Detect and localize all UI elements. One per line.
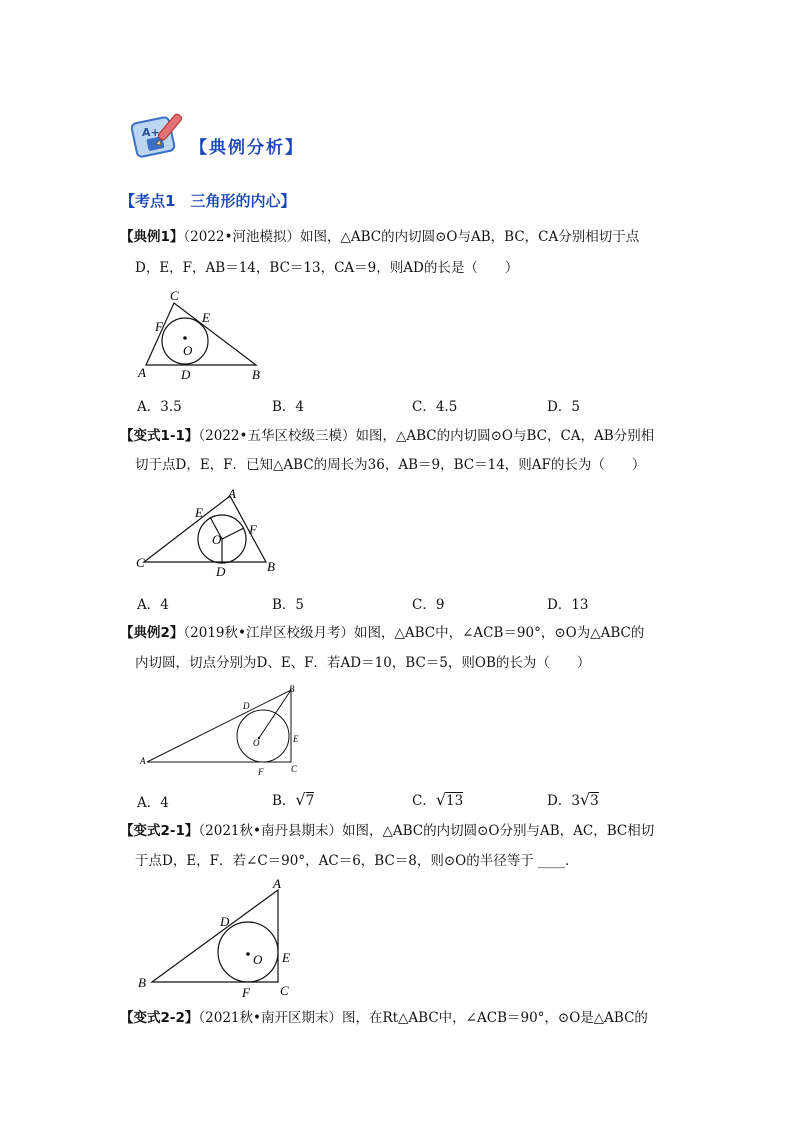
label-B: B: [138, 975, 146, 990]
label-C: C: [291, 764, 298, 774]
figure-4: [130, 876, 310, 1005]
option-d-label: D．3: [547, 793, 580, 809]
figure-1: [130, 285, 280, 389]
label-D: D: [181, 367, 191, 382]
problem-2-line2: 切于点D，E，F．已知△ABC的周长为36，AB＝9，BC＝14，则AF的长为（ ）: [135, 457, 646, 473]
option-c[interactable]: C．4.5: [412, 399, 458, 415]
label-D: D: [243, 701, 250, 711]
option-d[interactable]: [547, 789, 599, 809]
label-E: E: [195, 505, 203, 520]
option-a[interactable]: A．3.5: [137, 399, 182, 415]
option-c[interactable]: C．9: [412, 597, 445, 613]
radius-OF: [222, 528, 244, 539]
incircle: [237, 710, 289, 762]
problem-2: [120, 427, 654, 445]
problem-5: [120, 1009, 648, 1027]
label-D: D: [220, 914, 230, 929]
option-b[interactable]: B．5: [272, 597, 305, 613]
label-F: F: [242, 985, 250, 1000]
problem-tag: 【变式2-2】: [120, 1010, 199, 1026]
label-B: B: [267, 559, 275, 574]
problem-text: （2019秋•江岸区校级月考）如图，△ABC中，∠ACB＝90°，⊙O为△ABC的: [183, 625, 645, 641]
svg-text:A+: A+: [142, 126, 160, 139]
option-b[interactable]: [272, 789, 314, 809]
label-B: B: [252, 367, 260, 382]
label-B: B: [289, 684, 295, 694]
label-F: F: [155, 319, 163, 334]
option-a[interactable]: A．4: [137, 597, 169, 613]
problem-4: [120, 822, 654, 840]
problem-3: [120, 624, 644, 642]
radicand: 13: [446, 793, 464, 809]
sqrt-symbol: √: [295, 790, 306, 809]
problem-tag: 【变式2-1】: [120, 823, 199, 839]
triangle: [147, 690, 291, 762]
option-d[interactable]: D．13: [547, 597, 589, 613]
label-E: E: [282, 950, 290, 965]
option-a[interactable]: A．4: [137, 795, 169, 811]
label-O: O: [212, 532, 222, 547]
segment-OB: [259, 690, 291, 738]
label-E: E: [202, 310, 210, 325]
center-dot: [183, 336, 187, 340]
label-C: C: [170, 288, 179, 303]
label-O: O: [183, 343, 193, 358]
label-C: C: [280, 983, 289, 998]
problem-tag: 【典例1】: [120, 229, 184, 245]
center-dot: [246, 952, 250, 956]
radicand: 7: [305, 793, 315, 809]
problem-tag: 【变式1-1】: [120, 428, 199, 444]
report-card-icon: [130, 110, 190, 162]
label-D: D: [216, 564, 226, 579]
problem-4-line2: 于点D，E，F．若∠C＝90°，AC＝6，BC＝8，则⊙O的半径等于 ____．: [135, 853, 579, 869]
option-c-label: C．: [412, 793, 436, 809]
sqrt-symbol: √: [579, 790, 591, 809]
problem-text: （2021秋•南丹县期末）如图，△ABC的内切圆⊙O分别与AB，AC，BC相切: [198, 823, 655, 839]
section-title: 【考点1 三角形的内心】: [120, 192, 296, 210]
label-A: A: [228, 486, 236, 501]
problem-tag: 【典例2】: [120, 625, 184, 641]
label-F: F: [258, 767, 264, 777]
problem-text: （2022•五华区校级三模）如图，△ABC的内切圆⊙O与BC，CA，AB分别相: [198, 428, 655, 444]
problem-text: （2021秋•南开区期末）图，在Rt△ABC中，∠ACB＝90°，⊙O是△ABC的: [198, 1010, 648, 1026]
label-E: E: [293, 734, 299, 744]
label-A: A: [273, 876, 281, 891]
label-A: A: [140, 756, 146, 766]
problem-3-line2: 内切圆，切点分别为D、E、F．若AD＝10，BC＝5，则OB的长为（ ）: [135, 655, 591, 671]
page-title: 【典例分析】: [190, 138, 304, 158]
option-b-label: B．: [272, 793, 296, 809]
sqrt-symbol: √: [435, 790, 447, 809]
problem-1: [120, 228, 639, 246]
label-O: O: [253, 738, 260, 748]
radicand: 3: [590, 793, 599, 809]
header-icon: [130, 110, 190, 162]
triangle: [152, 890, 278, 982]
triangle: [144, 496, 266, 562]
figure-2: [130, 482, 290, 586]
problem-text: （2022•河池模拟）如图，△ABC的内切圆⊙O与AB，BC，CA分别相切于点: [183, 229, 640, 245]
label-A: A: [138, 365, 146, 380]
label-O: O: [253, 952, 263, 967]
problem-1-line2: D，E，F，AB＝14，BC＝13，CA＝9，则AD的长是（ ）: [135, 260, 519, 276]
figure-3: [135, 682, 315, 786]
option-d[interactable]: D．5: [547, 399, 580, 415]
label-F: F: [249, 522, 257, 537]
option-b[interactable]: B．4: [272, 399, 305, 415]
label-C: C: [136, 555, 145, 570]
option-c[interactable]: [412, 789, 463, 809]
incircle: [218, 922, 278, 982]
